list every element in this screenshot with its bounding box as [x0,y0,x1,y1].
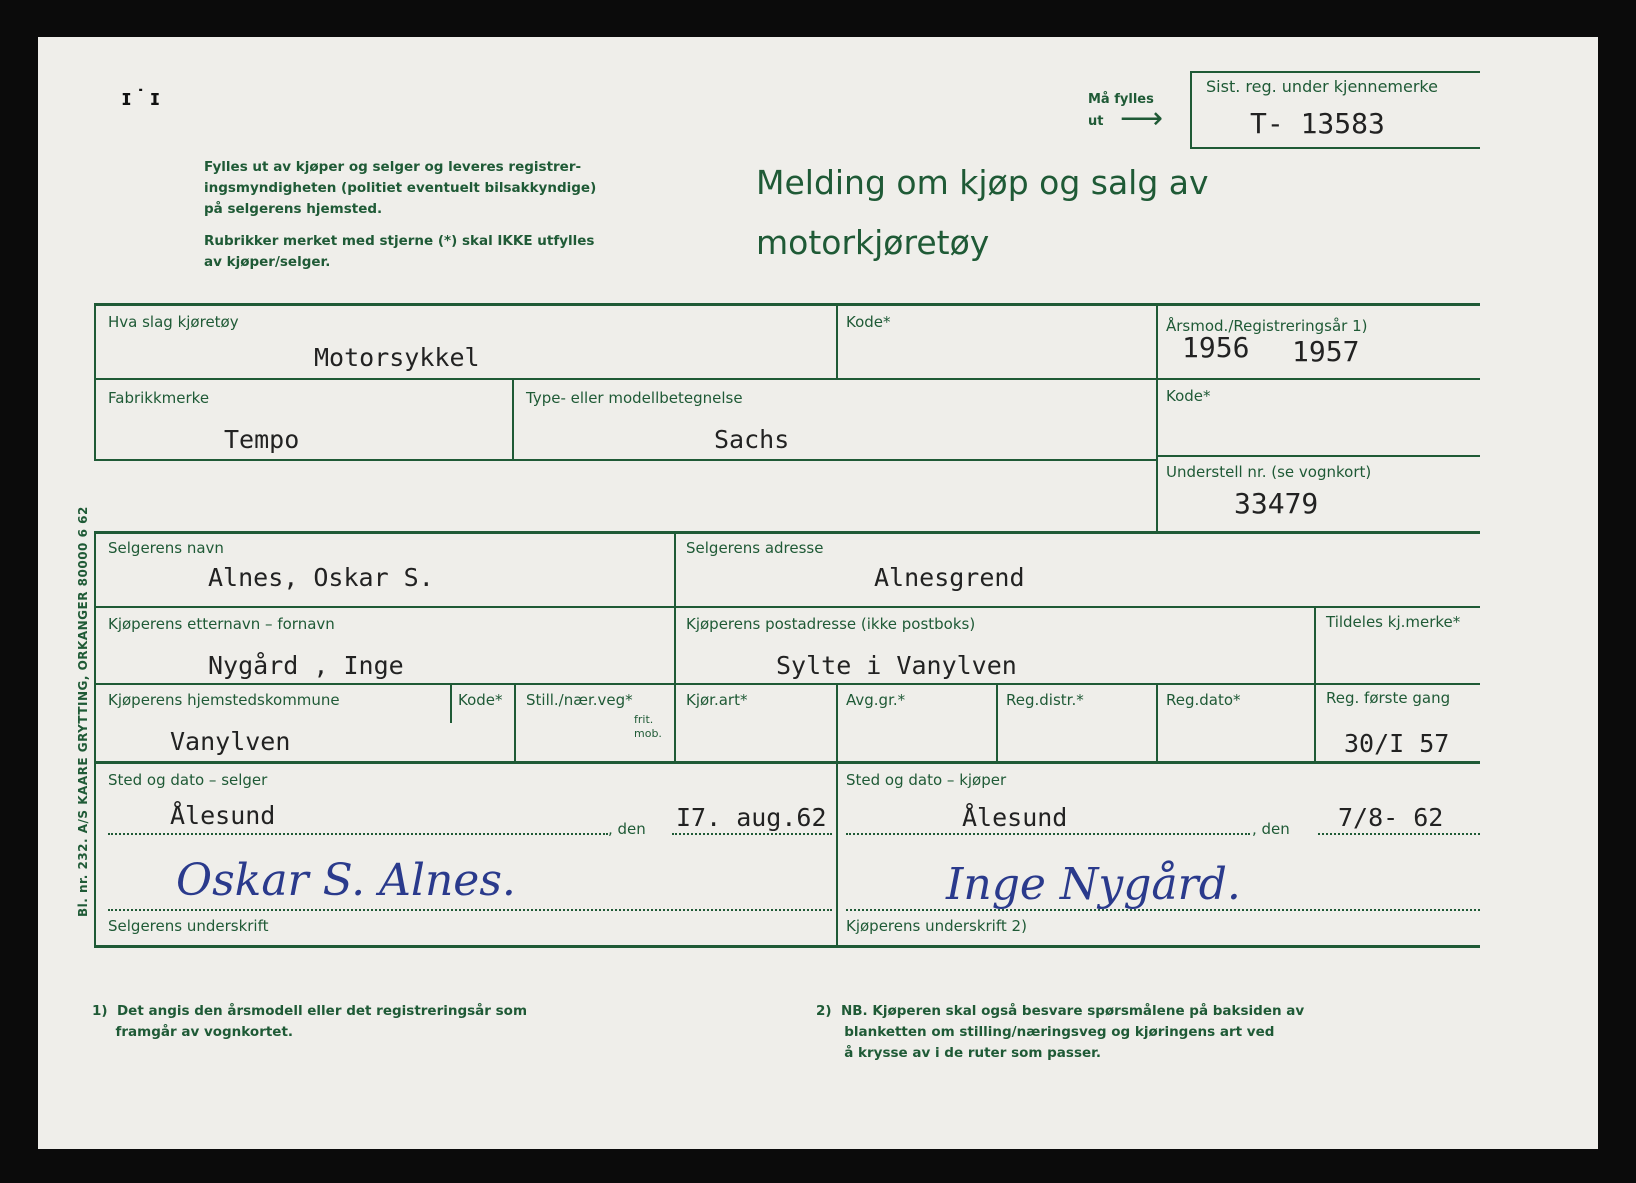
kjoper-sted-value: Ålesund [962,803,1068,832]
reg-forste-gang-label: Reg. første gang [1326,689,1451,707]
instructions-stjerne-text: Rubrikker merket med stjerne (*) skal IKKE utfylles av kjøper/selger. [204,233,595,270]
selger-adresse-value: Alnesgrend [874,563,1025,592]
sist-reg-label: Sist. reg. under kjennemerke [1206,77,1438,96]
kjoretoy-type-label: Hva slag kjøretøy [108,313,239,331]
selger-navn-value: Alnes, Oskar S. [208,563,434,592]
kjoper-signature: Inge Nygård. [946,859,1241,910]
footnote-2: 2) NB. Kjøperen skal også besvare spørsmålene på baksiden av blanketten om stilling/næringsveg og kjøringens art ved å krysse av i de ruter som passer. [816,1003,1305,1061]
corner-marks: ɪ ˙ ɪ [122,85,160,110]
fabrikkmerke-label: Fabrikkmerke [108,389,210,407]
instructions-text: Fylles ut av kjøper og selger og leveres registrer- ingsmyndigheten (politiet eventuelt bilsakkyndige) på selgerens hjemsted. [204,159,597,217]
section-divider [94,303,1480,306]
frit-mob-label: frit. mob. [634,713,662,740]
selger-signature: Oskar S. Alnes. [176,855,516,906]
arrow-right-icon: ⟶ [1120,101,1164,136]
side-print-text: Bl. nr. 232. A/S KAARE GRYTTING, ORKANGER 80000 6 62 [76,506,90,917]
modell-label: Type- eller modellbetegnelse [526,389,743,407]
selger-dato-value: I7. aug.62 [676,803,827,832]
tildeles-kjmerke-label: Tildeles kj.merke* [1326,613,1461,631]
kjoper-dato-value: 7/8- 62 [1338,803,1444,832]
reg-forste-gang-value: 30/I 57 [1344,729,1450,758]
registreringsar-value: 1957 [1292,335,1360,368]
kjoper-kommune-label: Kjøperens hjemstedskommune [108,691,340,709]
reg-dato-label: Reg.dato* [1166,691,1241,709]
kjor-art-label: Kjør.art* [686,691,748,709]
arsmodell-value: 1956 [1182,331,1250,364]
ma-fylles-label: Må fylles ut [1088,92,1154,129]
modell-value: Sachs [714,425,790,454]
form-sheet [38,37,1598,1149]
selger-sted-dato-label: Sted og dato – selger [108,771,268,789]
sist-reg-value: T- 13583 [1250,107,1385,140]
kode2-label: Kode* [1166,387,1211,405]
reg-distr-label: Reg.distr.* [1006,691,1084,709]
selger-sted-value: Ålesund [170,801,276,830]
kjoper-postadresse-label: Kjøperens postadresse (ikke postboks) [686,615,976,633]
form-title-line1: Melding om kjøp og salg av [756,163,1209,202]
still-naerveg-label: Still./nær.veg* [526,691,633,709]
kjoper-sted-dato-label: Sted og dato – kjøper [846,771,1007,789]
kjoper-postadresse-value: Sylte i Vanylven [776,651,1017,680]
selger-navn-label: Selgerens navn [108,539,224,557]
understell-label: Understell nr. (se vognkort) [1166,463,1372,481]
understell-value: 33479 [1234,487,1319,520]
kjoper-navn-value: Nygård , Inge [208,651,404,680]
selger-underskrift-label: Selgerens underskrift [108,917,269,935]
selger-adresse-label: Selgerens adresse [686,539,824,557]
kjoper-navn-label: Kjøperens etternavn – fornavn [108,615,335,633]
form-title-line2: motorkjøretøy [756,223,990,262]
kjoretoy-type-value: Motorsykkel [314,343,480,372]
kode-label: Kode* [846,313,891,331]
kjoper-underskrift-label: Kjøperens underskrift 2) [846,917,1027,935]
avg-gr-label: Avg.gr.* [846,691,906,709]
fabrikkmerke-value: Tempo [224,425,300,454]
selger-den-label: , den [608,820,646,838]
kjoper-den-label: , den [1252,820,1290,838]
footnote-1: 1) Det angis den årsmodell eller det registreringsår som framgår av vognkortet. [92,1003,528,1040]
arsmodell-label: Årsmod./Registreringsår 1) [1166,317,1368,335]
kommune-kode-label: Kode* [458,691,503,709]
kjoper-kommune-value: Vanylven [170,727,291,756]
